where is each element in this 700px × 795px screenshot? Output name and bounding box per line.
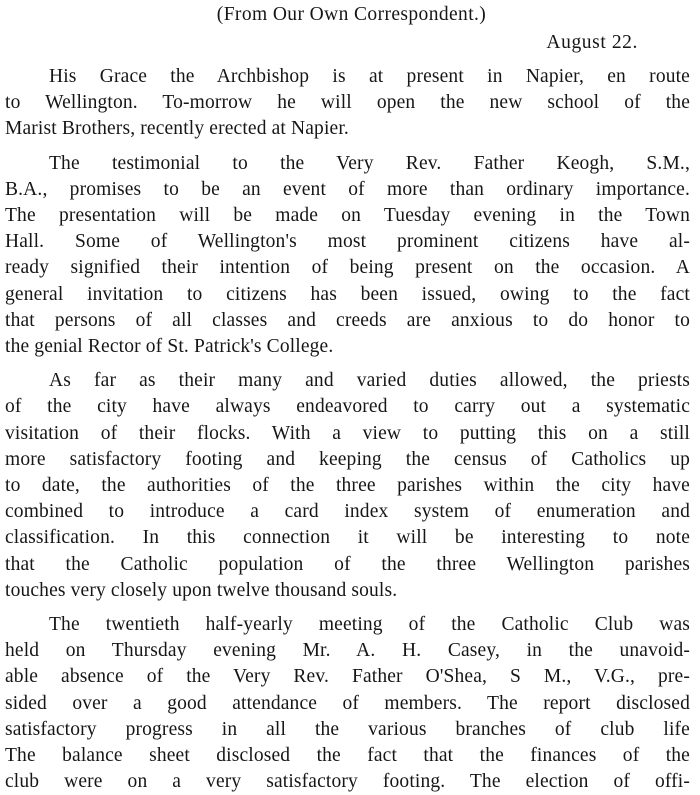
text-line: held on Thursday evening Mr. A. H. Casey, in the unavoid-	[5, 640, 690, 662]
text-line: able absence of the Very Rev. Father O'Shea, S M., V.G., pre-	[5, 666, 690, 688]
text-line: B.A., promises to be an event of more than ordinary importance.	[5, 178, 690, 200]
byline: (From Our Own Correspondent.)	[216, 4, 487, 25]
paragraph-visitation	[5, 368, 690, 604]
text-line: ready signified their intention of being present on the occasion. A	[5, 257, 690, 279]
text-line: to date, the authorities of the three parishes within the city have	[5, 475, 690, 497]
paragraph-archbishop	[5, 64, 690, 143]
text-line: The testimonial to the Very Rev. Father Keogh, S.M.,	[49, 152, 690, 174]
text-line: more satisfactory footing and keeping the census of Catholics up	[5, 448, 690, 470]
text-line: The balance sheet disclosed the fact that the finances of the	[5, 745, 690, 767]
text-line: Marist Brothers, recently erected at Napier.	[5, 118, 349, 140]
text-line: satisfactory progress in all the various branches of club life	[5, 718, 690, 740]
text-line: that persons of all classes and creeds are anxious to do honor to	[5, 309, 690, 331]
text-line: His Grace the Archbishop is at present in Napier, en route	[49, 66, 690, 87]
text-line: touches very closely upon twelve thousand souls.	[5, 579, 398, 601]
text-line: the genial Rector of St. Patrick's College.	[5, 336, 334, 358]
text-line: Hall. Some of Wellington's most prominent citizens have al-	[5, 231, 690, 253]
paragraph-catholic-club	[5, 612, 690, 795]
text-line: club were on a very satisfactory footing. The election of offi-	[5, 771, 690, 793]
paragraph-testimonial	[5, 151, 690, 361]
text-line: to Wellington. To-morrow he will open the new school of the	[5, 92, 690, 114]
text-line: of the city have always endeavored to carry out a systematic	[5, 396, 690, 418]
text-line: sided over a good attendance of members. The report disclosed	[5, 692, 690, 714]
text-line: The presentation will be made on Tuesday evening in the Town	[5, 205, 690, 227]
text-line: that the Catholic population of the three Wellington parishes	[5, 553, 690, 575]
text-line: classification. In this connection it will be interesting to note	[5, 527, 690, 549]
text-line: combined to introduce a card index system of enumeration and	[5, 501, 690, 523]
text-line: The twentieth half-yearly meeting of the Catholic Club was	[49, 614, 690, 636]
text-line: general invitation to citizens has been issued, owing to the fact	[5, 283, 690, 305]
dateline: August 22.	[546, 32, 638, 53]
text-line: visitation of their flocks. With a view to putting this on a still	[5, 422, 690, 444]
text-line: As far as their many and varied duties allowed, the priests	[49, 370, 690, 392]
